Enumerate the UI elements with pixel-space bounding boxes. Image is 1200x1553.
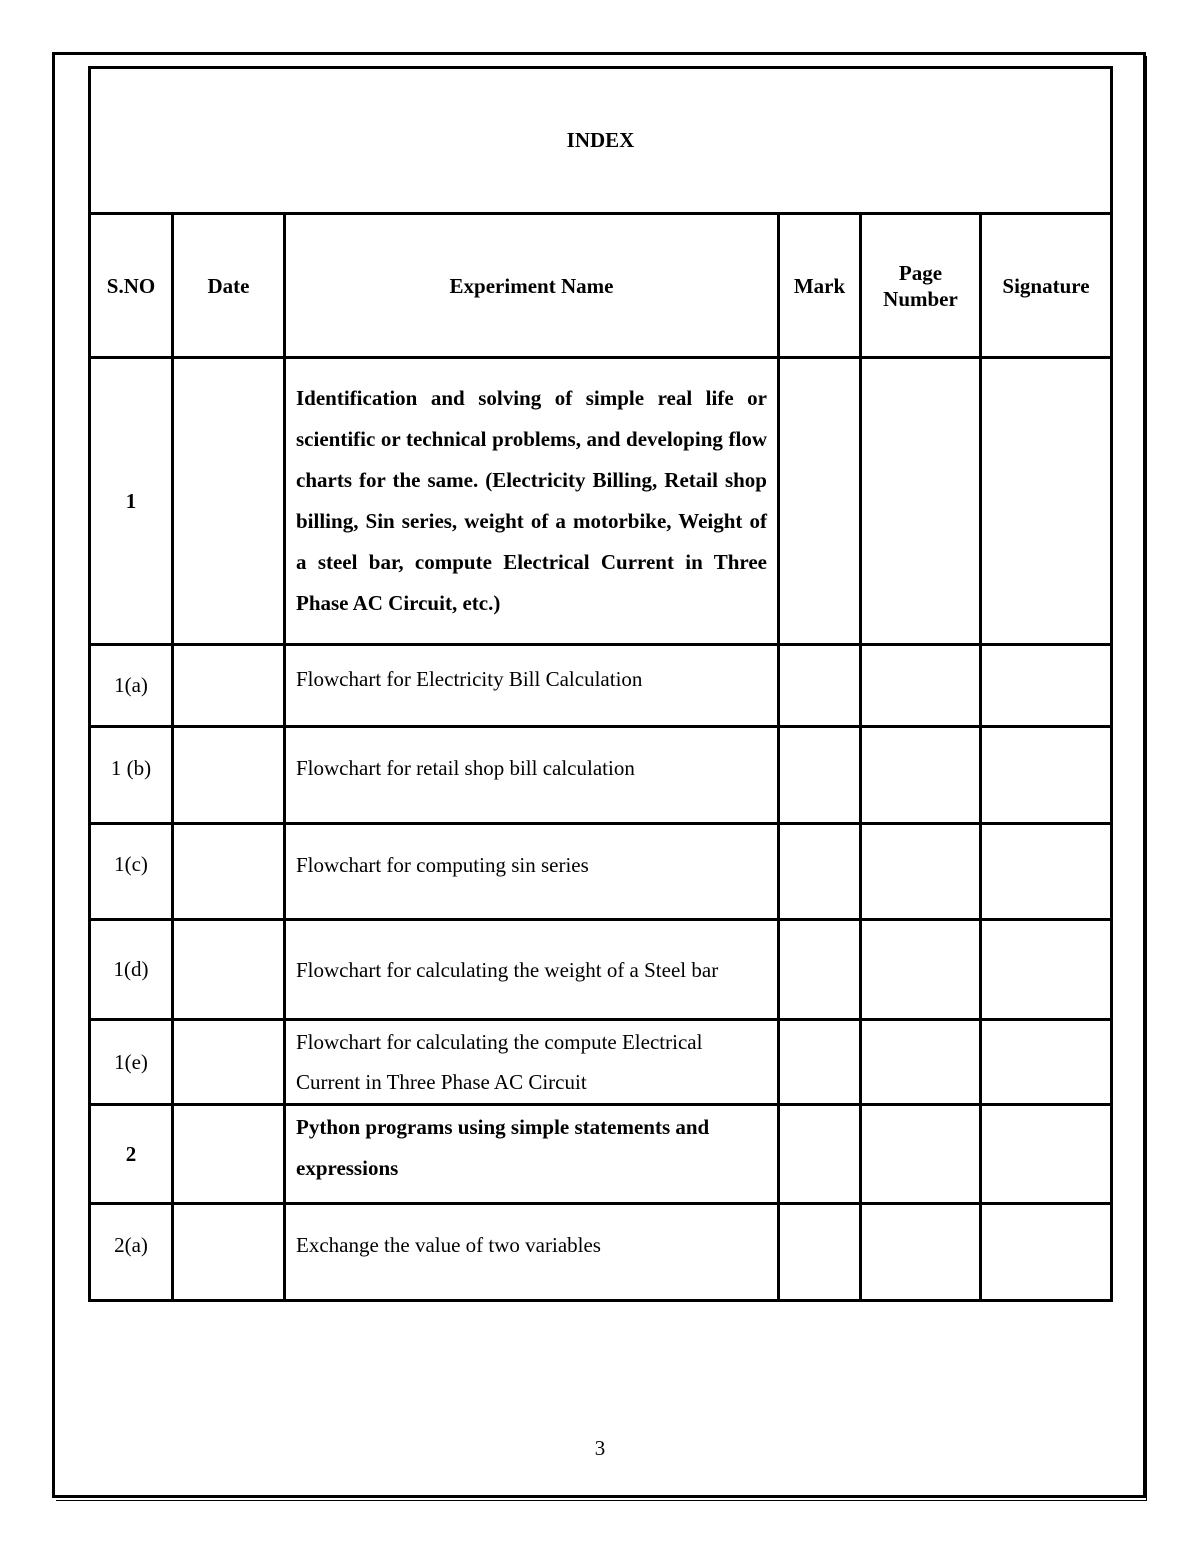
page-number-cell	[861, 727, 981, 824]
experiment-name-cell: Flowchart for calculating the weight of a Steel bar	[285, 920, 779, 1020]
table-row	[90, 1020, 1112, 1105]
date-cell	[173, 358, 285, 645]
index-table	[88, 66, 1113, 1302]
sno-cell: 2(a)	[90, 1204, 173, 1301]
table-row	[90, 358, 1112, 645]
date-cell	[173, 824, 285, 920]
mark-cell	[779, 358, 861, 645]
header-experiment-name: Experiment Name	[285, 214, 779, 358]
header-row	[90, 214, 1112, 358]
experiment-name-cell: Python programs using simple statements and expressions	[285, 1105, 779, 1204]
header-sno: S.NO	[90, 214, 173, 358]
mark-cell	[779, 727, 861, 824]
experiment-name-cell: Flowchart for calculating the compute Electrical Current in Three Phase AC Circuit	[285, 1020, 779, 1105]
date-cell	[173, 1204, 285, 1301]
header-signature: Signature	[981, 214, 1112, 358]
signature-cell	[981, 645, 1112, 727]
signature-cell	[981, 1105, 1112, 1204]
date-cell	[173, 920, 285, 1020]
mark-cell	[779, 824, 861, 920]
page-number-cell	[861, 645, 981, 727]
sno-cell: 1	[90, 358, 173, 645]
experiment-name-cell: Flowchart for retail shop bill calculation	[285, 727, 779, 824]
page-number-cell	[861, 1105, 981, 1204]
header-page-number: Page Number	[861, 214, 981, 358]
table-row	[90, 920, 1112, 1020]
signature-cell	[981, 824, 1112, 920]
sno-cell: 1(d)	[90, 920, 173, 1020]
table-row	[90, 824, 1112, 920]
sno-cell: 2	[90, 1105, 173, 1204]
table-row	[90, 727, 1112, 824]
table-row	[90, 645, 1112, 727]
title-row	[90, 68, 1112, 214]
index-title: INDEX	[90, 68, 1112, 214]
date-cell	[173, 1020, 285, 1105]
signature-cell	[981, 727, 1112, 824]
signature-cell	[981, 358, 1112, 645]
table-row	[90, 1204, 1112, 1301]
signature-cell	[981, 1020, 1112, 1105]
mark-cell	[779, 1020, 861, 1105]
sno-cell: 1 (b)	[90, 727, 173, 824]
page-number-cell	[861, 358, 981, 645]
date-cell	[173, 727, 285, 824]
mark-cell	[779, 1105, 861, 1204]
sno-cell: 1(c)	[90, 824, 173, 920]
table-row	[90, 1105, 1112, 1204]
page-number-cell	[861, 920, 981, 1020]
experiment-name-cell: Exchange the value of two variables	[285, 1204, 779, 1301]
signature-cell	[981, 920, 1112, 1020]
mark-cell	[779, 1204, 861, 1301]
page-number-cell	[861, 1204, 981, 1301]
sno-cell: 1(a)	[90, 645, 173, 727]
experiment-name-cell: Flowchart for Electricity Bill Calculation	[285, 645, 779, 727]
mark-cell	[779, 920, 861, 1020]
page-number: 3	[594, 1436, 606, 1460]
date-cell	[173, 1105, 285, 1204]
experiment-name-cell: Identification and solving of simple real life or scientific or technical problems, and developing flow charts for the same. (Electricity Billing, Retail shop billing, Sin series, weight of a motorbike, Weight of a steel bar, compute Electrical Current in Three Phase AC Circuit, etc.)	[285, 358, 779, 645]
sno-cell: 1(e)	[90, 1020, 173, 1105]
date-cell	[173, 645, 285, 727]
page-number-cell	[861, 1020, 981, 1105]
experiment-name-cell: Flowchart for computing sin series	[285, 824, 779, 920]
page-number-cell	[861, 824, 981, 920]
header-mark: Mark	[779, 214, 861, 358]
mark-cell	[779, 645, 861, 727]
signature-cell	[981, 1204, 1112, 1301]
header-date: Date	[173, 214, 285, 358]
